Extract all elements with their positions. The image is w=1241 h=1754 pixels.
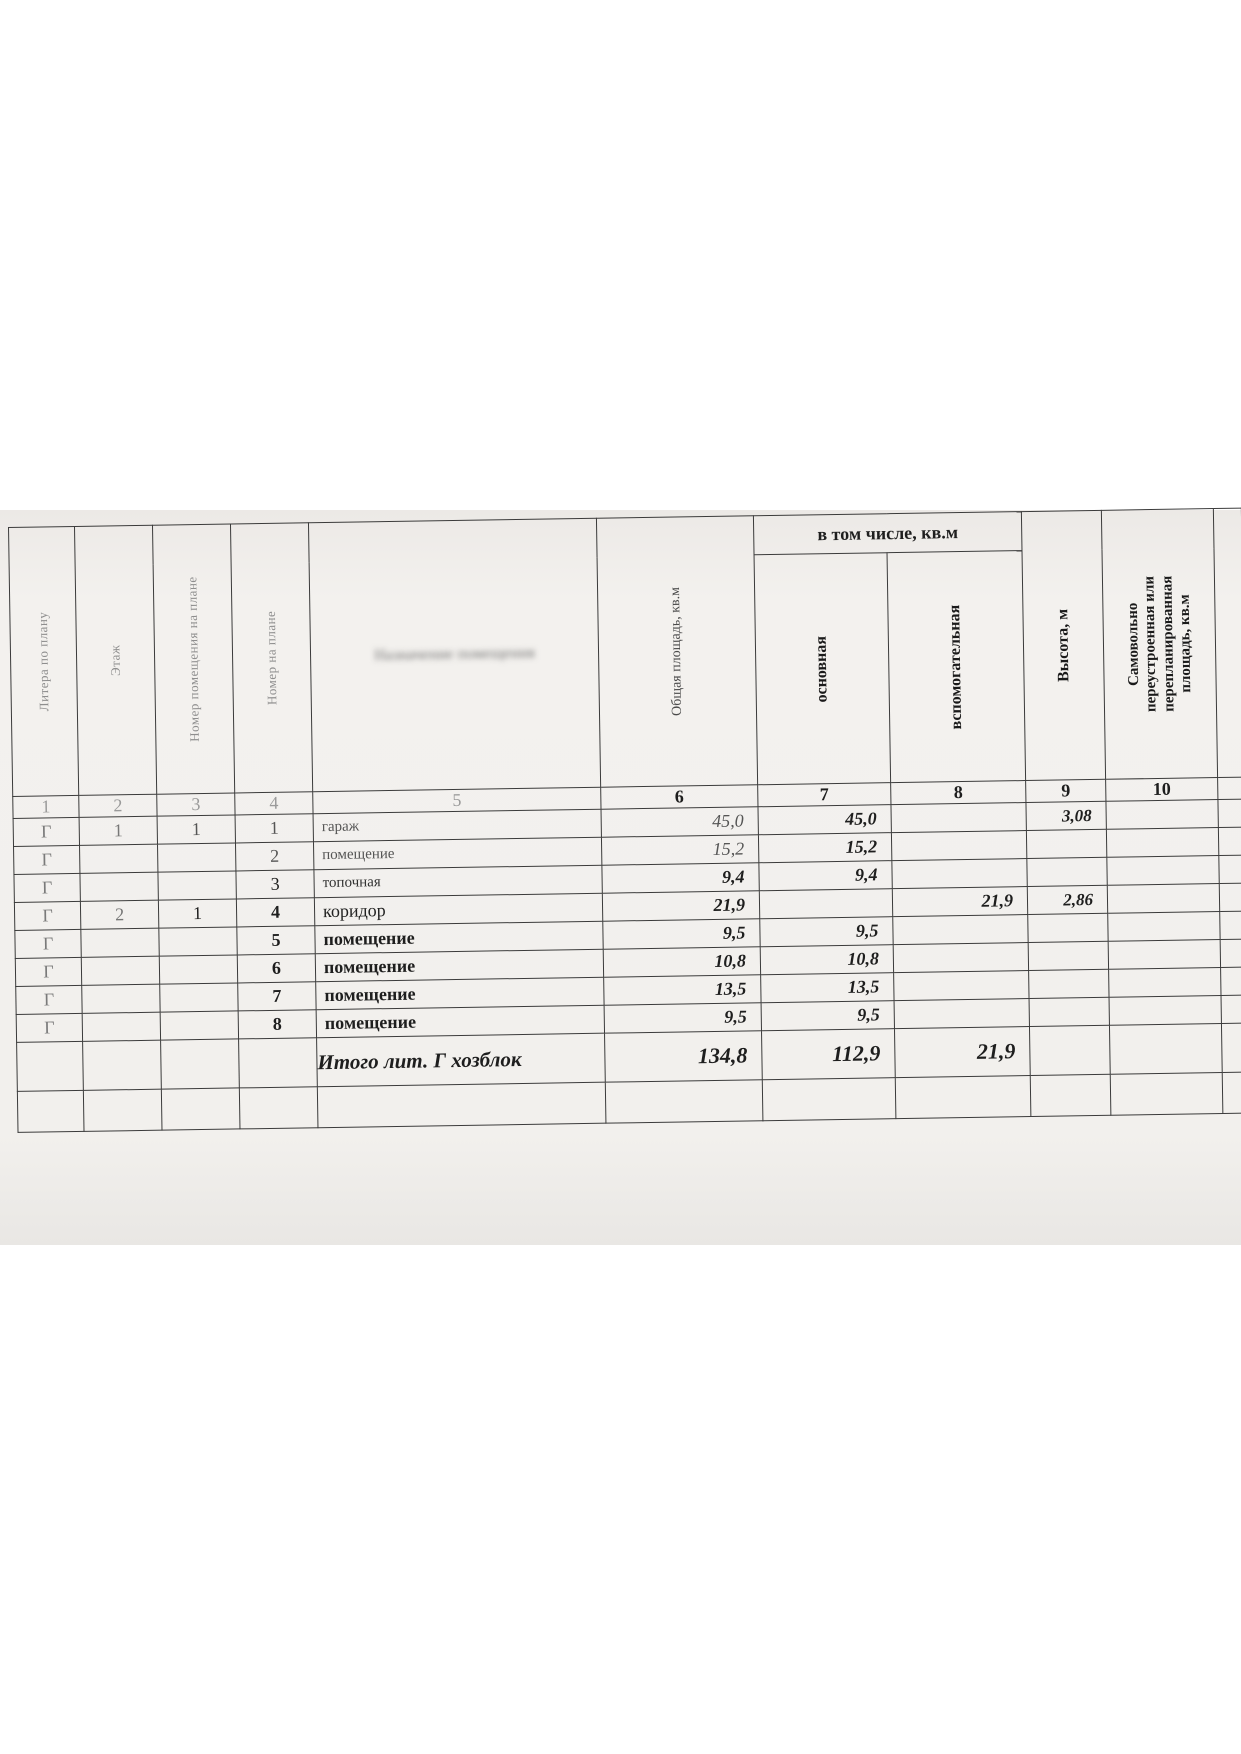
header-aux-area [887, 551, 1026, 783]
cell-aux-area [893, 943, 1028, 973]
header-unauthorized-line-4: площадь, кв.м [1175, 594, 1194, 693]
column-number: 8 [891, 781, 1026, 805]
column-number: 5 [313, 787, 601, 814]
cell-main-area: 9,5 [760, 917, 893, 947]
cell-liter: Г [13, 817, 79, 846]
column-number-edge [1218, 777, 1241, 799]
cell-aux-area: 21,9 [892, 887, 1027, 917]
cell-empty [161, 1088, 240, 1130]
cell-floor: 2 [80, 900, 158, 929]
header-liter-text: Литера по плану [34, 611, 51, 712]
header-total-area-text: Общая площадь, кв.м [667, 586, 686, 717]
cell-empty [239, 1087, 318, 1129]
cell-floor: 1 [79, 816, 157, 845]
cell-liter: Г [14, 845, 80, 874]
cell-plan-number: 7 [238, 982, 316, 1011]
cell-room-name: помещение [316, 977, 604, 1010]
cell-main-area: 10,8 [760, 945, 893, 975]
header-unauthorized-line-3: перепланированная [1158, 575, 1177, 712]
cell-liter: Г [14, 873, 80, 902]
cell-room [158, 871, 236, 900]
cell-height [1029, 997, 1109, 1026]
cell-empty [895, 1076, 1031, 1119]
column-number: 3 [157, 793, 235, 816]
cell-room-name: топочная [314, 865, 602, 898]
cell-edge [1221, 1023, 1241, 1072]
header-plan-number-text: Номер на плане [262, 610, 279, 706]
cell-aux-area [894, 999, 1029, 1029]
cell-total-area: 9,5 [604, 1003, 761, 1033]
column-number: 9 [1026, 779, 1106, 802]
cell-unauthorized [1108, 940, 1220, 970]
cell-edge [1222, 1072, 1241, 1113]
cell-plan-number: 3 [236, 870, 314, 899]
cell-room-name: коридор [314, 893, 602, 926]
header-edge-cell [1213, 508, 1241, 777]
cell-empty [161, 1039, 240, 1089]
cell-edge [1218, 799, 1241, 827]
header-plan-number [230, 523, 312, 793]
cell-liter: Г [15, 929, 81, 958]
cell-empty [1109, 1024, 1222, 1075]
header-room-number-text: Номер помещения на плане [183, 576, 202, 742]
cell-liter: Г [14, 901, 80, 930]
cell-floor [82, 1012, 160, 1041]
cell-main-area: 9,5 [761, 1001, 894, 1031]
header-room-name-text: Назначение помещения [374, 644, 536, 665]
cell-room [158, 843, 236, 872]
column-number: 1 [13, 795, 79, 818]
cell-empty [83, 1089, 162, 1131]
cell-plan-number: 2 [235, 842, 313, 871]
cell-height: 2,86 [1027, 885, 1107, 914]
cell-unauthorized [1109, 968, 1221, 998]
header-liter [9, 526, 79, 796]
cell-unauthorized [1106, 828, 1218, 858]
header-unauthorized-area [1101, 509, 1217, 780]
column-number: 6 [601, 785, 758, 809]
cell-total-area: 9,5 [603, 919, 760, 949]
column-number: 4 [235, 792, 313, 815]
header-height [1021, 510, 1105, 780]
cell-aux-area [891, 831, 1026, 861]
cell-room [159, 927, 237, 956]
cell-aux-area [892, 859, 1027, 889]
cell-edge [1221, 967, 1241, 995]
cell-main-area [759, 889, 892, 919]
header-unauthorized-line-1: Самовольно [1124, 602, 1142, 687]
cell-empty [1110, 1072, 1223, 1115]
cell-main-area: 9,4 [759, 861, 892, 891]
area-table-sheet [8, 508, 1241, 1167]
cell-total-area: 13,5 [604, 975, 761, 1005]
cell-empty [17, 1090, 84, 1132]
cell-edge [1221, 995, 1241, 1023]
cell-empty [1029, 1025, 1110, 1075]
cell-height [1029, 969, 1109, 998]
cell-total-area: 21,9 [602, 891, 759, 921]
cell-plan-number: 6 [237, 954, 315, 983]
cell-edge [1219, 883, 1241, 911]
cell-room-name: помещение [315, 921, 603, 954]
header-unauthorized-area-text [1124, 575, 1195, 712]
cell-floor [80, 872, 158, 901]
column-number: 7 [758, 783, 891, 807]
cell-total-area: 9,4 [602, 863, 759, 893]
cell-total-area: 15,2 [601, 835, 758, 865]
header-height-text: Высота, м [1053, 608, 1072, 683]
cell-room-name: гараж [313, 809, 601, 842]
cell-main-area: 45,0 [758, 805, 891, 835]
cell-aux-area [894, 971, 1029, 1001]
cell-edge [1220, 911, 1241, 939]
column-number: 2 [79, 794, 157, 817]
cell-unauthorized [1109, 996, 1221, 1026]
cell-aux-area [893, 915, 1028, 945]
total-area-sum: 134,8 [605, 1031, 763, 1082]
header-total-area [596, 516, 757, 787]
cell-main-area: 13,5 [761, 973, 894, 1003]
cell-liter: Г [16, 985, 82, 1014]
cell-floor [80, 844, 158, 873]
cell-empty [83, 1040, 162, 1090]
cell-total-area: 45,0 [601, 807, 758, 837]
cell-height: 3,08 [1026, 801, 1106, 830]
header-main-area-text: основная [812, 635, 831, 703]
cell-liter: Г [15, 957, 81, 986]
cell-height [1027, 857, 1107, 886]
total-aux-sum: 21,9 [894, 1027, 1030, 1078]
cell-height [1026, 829, 1106, 858]
header-room-name [308, 518, 600, 791]
total-label: Итого лит. Г хозблок [317, 1033, 606, 1087]
cell-floor [82, 984, 160, 1013]
cell-room: 1 [158, 899, 236, 928]
cell-empty [1030, 1074, 1111, 1116]
header-floor-text: Этаж [106, 644, 123, 677]
cell-height [1028, 941, 1108, 970]
cell-room: 1 [157, 815, 235, 844]
cell-unauthorized [1106, 800, 1218, 830]
cell-unauthorized [1107, 856, 1219, 886]
cell-floor [81, 956, 159, 985]
area-table [8, 508, 1241, 1133]
cell-unauthorized [1108, 912, 1220, 942]
header-aux-area-text: вспомогательная [946, 604, 966, 730]
header-unauthorized-line-2: переустроенная или [1141, 575, 1160, 713]
cell-room-name: помещение [316, 1005, 604, 1038]
cell-plan-number: 8 [238, 1010, 316, 1039]
cell-edge [1219, 855, 1241, 883]
cell-total-area: 10,8 [603, 947, 760, 977]
cell-liter: Г [16, 1013, 82, 1042]
cell-room [160, 1011, 238, 1040]
cell-plan-number: 4 [236, 898, 314, 927]
cell-height [1028, 913, 1108, 942]
total-main-sum: 112,9 [762, 1029, 896, 1080]
cell-aux-area [891, 803, 1026, 833]
cell-room-name: помещение [313, 837, 601, 870]
cell-empty [317, 1082, 606, 1128]
cell-room-name: помещение [315, 949, 603, 982]
header-main-area [754, 553, 891, 785]
cell-unauthorized [1107, 884, 1219, 914]
column-number: 10 [1106, 778, 1218, 802]
cell-edge [1218, 827, 1241, 855]
cell-plan-number: 1 [235, 814, 313, 843]
header-group-including: в том числе, кв.м [753, 512, 1022, 555]
cell-room [159, 955, 237, 984]
cell-empty [605, 1080, 763, 1123]
cell-empty [762, 1078, 896, 1121]
header-room-number [152, 524, 234, 794]
cell-floor [81, 928, 159, 957]
cell-plan-number: 5 [237, 926, 315, 955]
header-floor [74, 525, 156, 795]
cell-empty [239, 1038, 318, 1088]
cell-edge [1220, 939, 1241, 967]
cell-main-area: 15,2 [758, 833, 891, 863]
cell-empty [17, 1041, 84, 1091]
cell-room [160, 983, 238, 1012]
